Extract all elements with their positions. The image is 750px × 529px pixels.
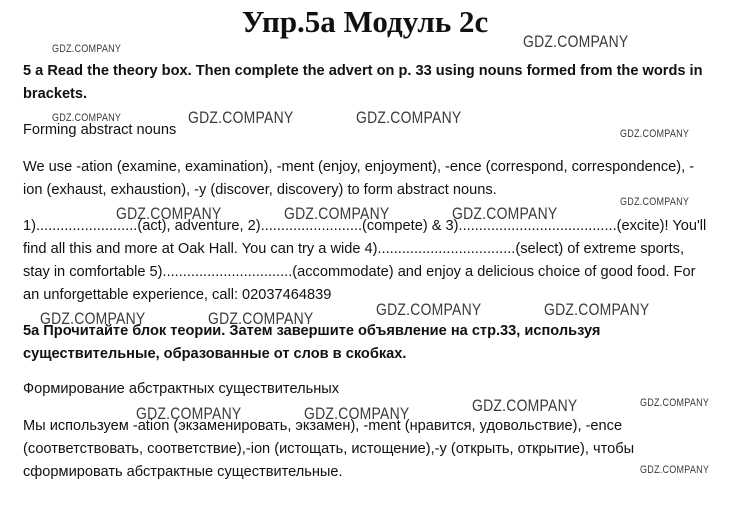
watermark: GDZ.COMPANY [52, 112, 122, 124]
english-task: 5 a Read the theory box. Then complete the advert on p. 33 using nouns formed from the words in brackets. [23, 63, 703, 102]
watermark: GDZ.COMPANY [136, 404, 242, 423]
watermark: GDZ.COMPANY [523, 32, 629, 51]
russian-theory-text: Мы используем -ation (экзаменировать, экзамен), -ment (нравится, удовольствие), -ence (соответствовать, соответствие),-ion (истощать, истощение),-y (открыть, открытие), чтобы сформировать абстрактные существительные. [23, 418, 635, 480]
watermark: GDZ.COMPANY [52, 43, 122, 55]
watermark: GDZ.COMPANY [620, 196, 690, 208]
watermark: GDZ.COMPANY [284, 204, 390, 223]
watermark: GDZ.COMPANY [356, 108, 462, 127]
watermark: GDZ.COMPANY [188, 108, 294, 127]
watermark: GDZ.COMPANY [472, 396, 578, 415]
english-theory-title: Forming abstract nouns [23, 122, 177, 138]
watermark: GDZ.COMPANY [208, 309, 314, 328]
watermark: GDZ.COMPANY [304, 404, 410, 423]
watermark: GDZ.COMPANY [640, 397, 710, 409]
watermark: GDZ.COMPANY [640, 464, 710, 476]
english-advert-text: 1).........................(act), adventure, 2).........................(compete) & 3).......................................(excite)! You'll find all this and more at Oak Hall. You can try a wide 4)..................................(select) of extreme sports, stay in comfortable 5)................................(accommodate) and enjoy a delicious choice of good food. For an unforgettable experience, call: 02037464839 [23, 218, 707, 303]
watermark: GDZ.COMPANY [620, 128, 690, 140]
english-theory-text: We use -ation (examine, examination), -ment (enjoy, enjoyment), -ence (correspond, correspondence), -ion (exhaust, exhaustion), -y (discover, discovery) to form abstract nouns. [23, 159, 695, 198]
watermark: GDZ.COMPANY [40, 309, 146, 328]
russian-task: 5a Прочитайте блок теории. Затем завершите объявление на стр.33, используя существительные, образованные от слов в скобках. [23, 323, 601, 362]
watermark: GDZ.COMPANY [116, 204, 222, 223]
watermark: GDZ.COMPANY [376, 300, 482, 319]
page-title: Упр.5а Модуль 2с [241, 4, 489, 39]
russian-theory-title: Формирование абстрактных существительных [23, 381, 340, 397]
watermark: GDZ.COMPANY [452, 204, 558, 223]
watermark: GDZ.COMPANY [544, 300, 650, 319]
